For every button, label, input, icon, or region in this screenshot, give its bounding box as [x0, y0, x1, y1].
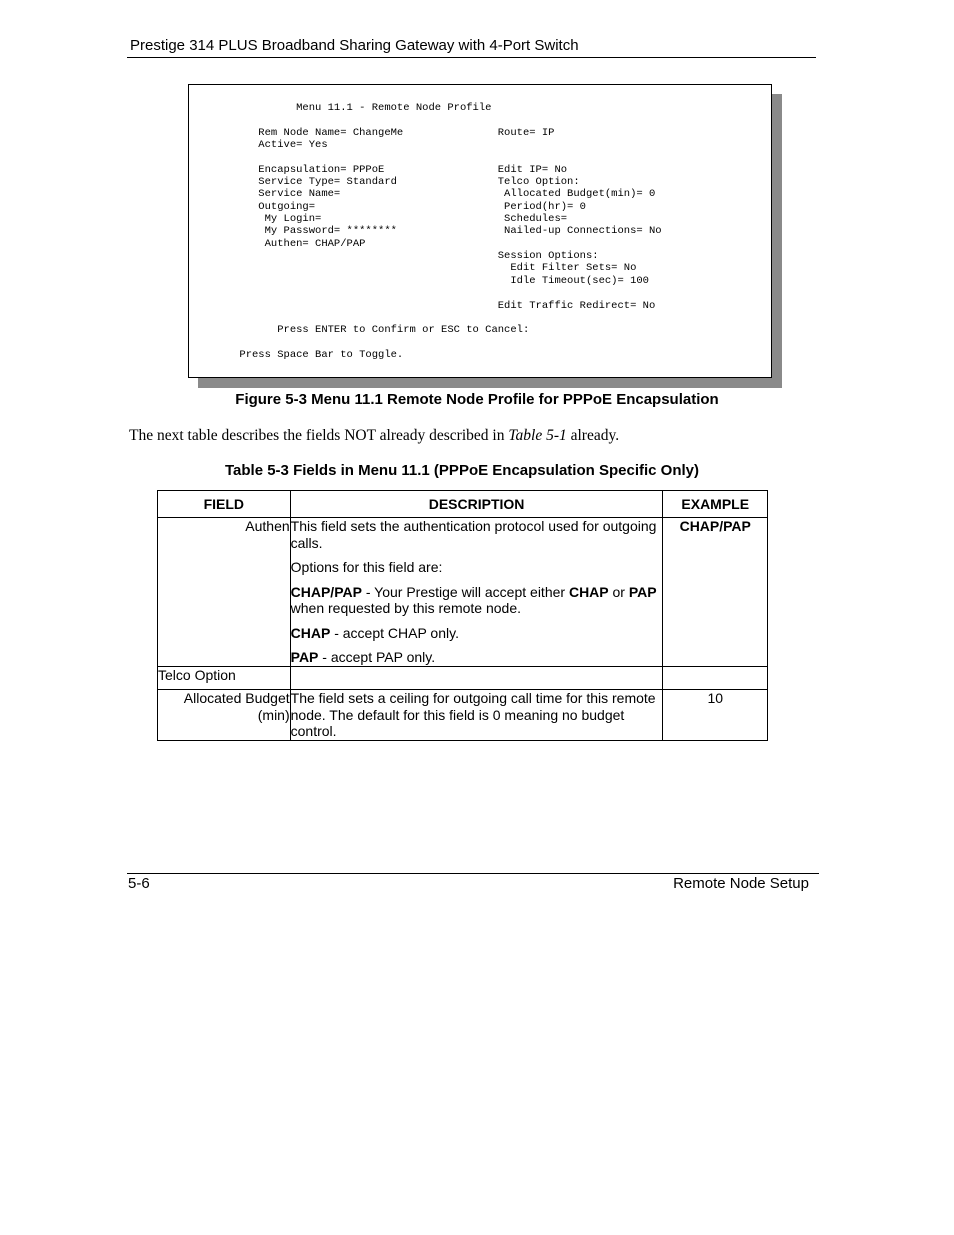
intro-table-reference: Table 5-1	[508, 427, 567, 444]
desc-text: or	[608, 583, 629, 600]
authen-desc-p1: This field sets the authentication protocol used for outgoing calls.	[290, 518, 657, 551]
example-authen: CHAP/PAP	[663, 518, 768, 667]
table-row-authen	[158, 518, 768, 667]
bold-term: PAP	[290, 649, 319, 665]
bold-term: CHAP	[568, 583, 609, 600]
header-example: EXAMPLE	[663, 491, 768, 518]
intro-paragraph	[129, 427, 619, 445]
section-name: Remote Node Setup	[673, 875, 809, 892]
desc-text: when requested by this remote node.	[290, 600, 522, 616]
bold-term: CHAP/PAP	[290, 583, 362, 600]
header-field: FIELD	[158, 491, 291, 518]
example-allocated-budget: 10	[663, 690, 768, 741]
table-row-allocated-budget	[158, 690, 768, 741]
header-description: DESCRIPTION	[290, 491, 663, 518]
header-title: Prestige 314 PLUS Broadband Sharing Gateway with 4-Port Switch	[130, 37, 579, 54]
desc-text: - accept PAP only.	[318, 649, 436, 665]
field-authen: Authen	[158, 518, 291, 667]
example-telco-option	[663, 666, 768, 690]
table-header-row	[158, 491, 768, 518]
intro-text-before: The next table describes the fields NOT already described in	[129, 427, 509, 444]
footer-rule	[127, 873, 819, 874]
header-rule	[127, 57, 816, 58]
field-telco-option: Telco Option	[158, 666, 291, 690]
figure-caption: Figure 5-3 Menu 11.1 Remote Node Profile for PPPoE Encapsulation	[235, 391, 719, 408]
intro-text-after: already.	[566, 427, 620, 444]
fields-table	[157, 490, 768, 741]
field-allocated-budget: Allocated Budget (min)	[158, 690, 291, 741]
terminal-screen	[188, 84, 772, 378]
description-allocated-budget: The field sets a ceiling for outgoing call time for this remote node. The default for this field is 0 meaning no budget control.	[290, 690, 663, 741]
desc-text: - accept CHAP only.	[330, 624, 459, 641]
page-number: 5-6	[128, 875, 150, 892]
description-telco-option	[290, 666, 663, 690]
table-caption: Table 5-3 Fields in Menu 11.1 (PPPoE Encapsulation Specific Only)	[224, 462, 699, 479]
table-row-telco-option	[158, 666, 768, 690]
authen-desc-p3	[291, 584, 663, 617]
terminal-text: Menu 11.1 - Remote Node Profile Rem Node Name= ChangeMe Route= IP Active= Yes Encapsulation= PPPoE Edit IP= No Service Type= Standard Telco Option: Service Name= Allocated Budget(min)= 0 Outgoing= Period(hr)= 0 My Login= Schedules= My Password= ******** Nailed-up Connections= No Authen= CHAP/PAP Session Options: Edit Filter Sets= No Idle Timeout(sec)= 100 Edit Traffic Redirect= No Press ENTER to Confirm or ESC to Cancel: Press Space Bar to Toggle.	[239, 102, 662, 361]
description-authen	[290, 518, 663, 667]
authen-desc-p4	[291, 625, 663, 642]
bold-term: PAP	[628, 583, 657, 600]
desc-text: - Your Prestige will accept either	[361, 583, 569, 600]
bold-term: CHAP	[290, 624, 331, 641]
authen-desc-p5	[291, 649, 663, 666]
authen-desc-p2: Options for this field are:	[290, 559, 443, 575]
